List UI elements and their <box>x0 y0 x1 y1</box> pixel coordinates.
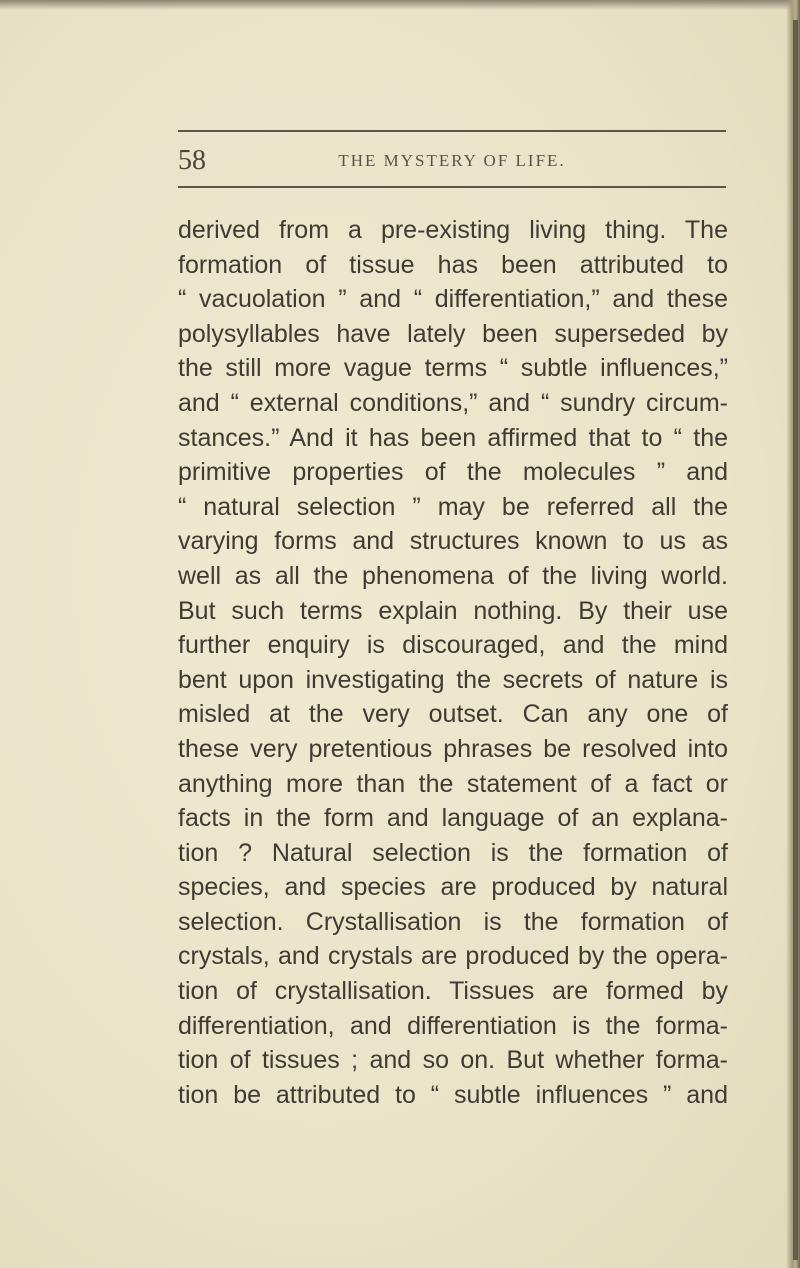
text-line: “ natural selection ” may be referred all the <box>178 492 728 521</box>
text-line: differentiation, and differentiation is the forma- <box>178 1011 728 1040</box>
text-line: primitive properties of the molecules ” and <box>178 458 728 487</box>
text-line: and “ external conditions,” and “ sundry circum- <box>178 388 728 417</box>
text-line: tion be attributed to “ subtle influences ” and <box>178 1080 728 1109</box>
text-line: anything more than the statement of a fact or <box>178 769 728 798</box>
text-line: polysyllables have lately been superseded by <box>178 319 728 348</box>
text-line: crystals, and crystals are produced by the opera- <box>178 942 728 971</box>
text-line: further enquiry is discouraged, and the mind <box>178 631 728 660</box>
text-line: stances.” And it has been affirmed that to “ the <box>178 423 728 452</box>
text-line: tion ? Natural selection is the formation of <box>178 838 728 867</box>
text-line: varying forms and structures known to us as <box>178 527 728 556</box>
text-line: formation of tissue has been attributed to <box>178 250 728 279</box>
text-line: But such terms explain nothing. By their use <box>178 596 728 625</box>
text-line: species, and species are produced by natural <box>178 873 728 902</box>
header-rule-bottom <box>178 186 726 188</box>
running-title: THE MYSTERY OF LIFE. <box>338 151 566 170</box>
text-line: facts in the form and language of an explana- <box>178 804 728 833</box>
page-number: 58 <box>178 145 206 176</box>
header-rule-top <box>178 130 726 132</box>
text-line: these very pretentious phrases be resolved into <box>178 734 728 763</box>
text-line: “ vacuolation ” and “ differentiation,” and these <box>178 285 728 314</box>
text-line: tion of crystallisation. Tissues are formed by <box>178 977 728 1006</box>
text-line: tion of tissues ; and so on. But whether forma- <box>178 1046 728 1075</box>
text-line: well as all the phenomena of the living world. <box>178 561 728 590</box>
body-paragraph <box>178 213 728 1112</box>
text-line: selection. Crystallisation is the formation of <box>178 907 728 936</box>
text-line: the still more vague terms “ subtle influences,” <box>178 354 728 383</box>
text-line: bent upon investigating the secrets of nature is <box>178 665 728 694</box>
running-head <box>178 145 726 177</box>
top-page-shadow <box>0 0 800 10</box>
binding-shadow <box>793 20 798 1260</box>
text-line: misled at the very outset. Can any one of <box>178 700 728 729</box>
text-line: derived from a pre-existing living thing. The <box>178 216 728 244</box>
